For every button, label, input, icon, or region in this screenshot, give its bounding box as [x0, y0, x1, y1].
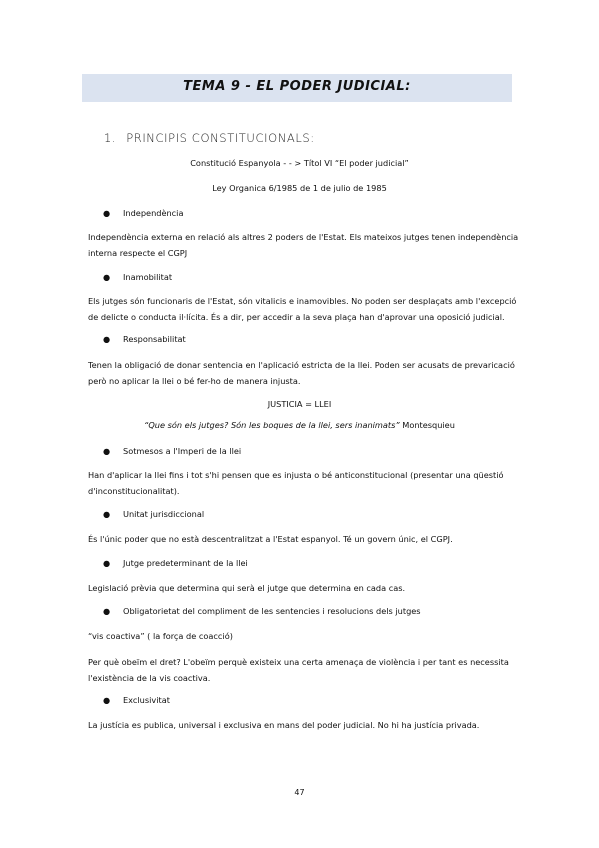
- bullet-dot-icon: ●: [103, 695, 111, 705]
- quote-author: Montesquieu: [402, 420, 455, 430]
- paragraph-exclusivitat: [88, 717, 512, 733]
- bullet-label: Unitat jurisdiccional: [123, 509, 205, 519]
- bullet-independencia: [103, 208, 183, 218]
- bullet-sotmesos: [103, 446, 241, 456]
- bullet-dot-icon: ●: [103, 558, 111, 568]
- paragraph-line: Han d'aplicar la llei fins i tot s'hi pensen que es injusta o bé anticonstitucional (presentar una qüestió: [88, 470, 504, 480]
- paragraph-line: Per què obeïm el dret? L'obeïm perquè existeix una certa amenaça de violència i per tant es necessita: [88, 657, 509, 667]
- paragraph-line: l'existència de la vis coactiva.: [88, 673, 211, 683]
- source-line-2: Ley Organica 6/1985 de 1 de julio de 1985: [212, 183, 387, 193]
- paragraph-line: És l'únic poder que no està descentralitzat a l'Estat espanyol. Té un govern únic, el CGPJ.: [88, 534, 453, 544]
- bullet-inamobilitat: [103, 272, 172, 282]
- paragraph-line: “vis coactiva” ( la força de coacció): [88, 631, 233, 641]
- paragraph-obligatorietat: [88, 654, 512, 686]
- section-number: 1.: [104, 131, 117, 145]
- bullet-dot-icon: ●: [103, 272, 111, 282]
- bullet-dot-icon: ●: [103, 334, 111, 344]
- bullet-label: Exclusivitat: [123, 695, 170, 705]
- bullet-label: Sotmesos a l'Imperi de la llei: [123, 446, 242, 456]
- bullet-label: Independència: [123, 208, 184, 218]
- bullet-label: Jutge predeterminant de la llei: [123, 558, 248, 568]
- bullet-unitat: [103, 509, 204, 519]
- paragraph-line: Els jutges són funcionaris de l'Estat, són vitalicis e inamovibles. No poden ser desplaçats amb l'excepció: [88, 296, 517, 306]
- section-heading: [104, 131, 315, 145]
- paragraph-line: Independència externa en relació als altres 2 poders de l'Estat. Els mateixos jutges tenen independència: [88, 232, 519, 242]
- quote: [0, 420, 599, 430]
- page-title: TEMA 9 - EL PODER JUDICIAL:: [183, 79, 411, 94]
- bullet-label: Inamobilitat: [123, 272, 173, 282]
- quote-text: “Que són els jutges? Són les boques de la llei, sers inanimats”: [144, 420, 400, 430]
- bullet-responsabilitat: [103, 334, 186, 344]
- bullet-label: Responsabilitat: [123, 334, 186, 344]
- title-banner: [82, 74, 512, 102]
- paragraph-line: però no aplicar la llei o bé fer-ho de manera injusta.: [88, 376, 301, 386]
- paragraph-line: Legislació prèvia que determina qui serà el jutge que determina en cada cas.: [88, 583, 406, 593]
- bullet-label: Obligatorietat del compliment de les sentencies i resolucions dels jutges: [123, 606, 421, 616]
- paragraph-independencia: [88, 229, 519, 261]
- paragraph-line: d'inconstitucionalitat).: [88, 486, 180, 496]
- bullet-exclusivitat: [103, 695, 170, 705]
- paragraph-line: Tenen la obligació de donar sentencia en l'aplicació estricta de la llei. Poden ser acusats de prevaricació: [88, 360, 515, 370]
- paragraph-jutge: [88, 580, 512, 596]
- paragraph-responsabilitat: [88, 357, 515, 389]
- bullet-dot-icon: ●: [103, 606, 111, 616]
- paragraph-vis-coactiva: [88, 628, 512, 644]
- paragraph-inamobilitat: [88, 293, 517, 325]
- paragraph-sotmesos: [88, 467, 512, 499]
- justice-equation: JUSTICIA = LLEI: [267, 399, 332, 409]
- paragraph-line: interna respecte el CGPJ: [88, 248, 188, 258]
- paragraph-line: de delicte o conducta il·lícita. És a dir, per accedir a la seva plaça han d'aprovar una oposició judicial.: [88, 312, 505, 322]
- source-line-1: Constitució Espanyola - - > Títol VI “El poder judicial”: [190, 158, 409, 168]
- bullet-obligatorietat: [103, 606, 421, 616]
- page-number: 47: [294, 788, 305, 797]
- bullet-dot-icon: ●: [103, 509, 111, 519]
- bullet-dot-icon: ●: [103, 446, 111, 456]
- bullet-dot-icon: ●: [103, 208, 111, 218]
- bullet-jutge: [103, 558, 248, 568]
- paragraph-unitat: [88, 531, 512, 547]
- paragraph-line: La justícia es publica, universal i exclusiva en mans del poder judicial. No hi ha justícia privada.: [88, 720, 480, 730]
- section-title: PRINCIPIS CONSTITUCIONALS:: [126, 131, 315, 145]
